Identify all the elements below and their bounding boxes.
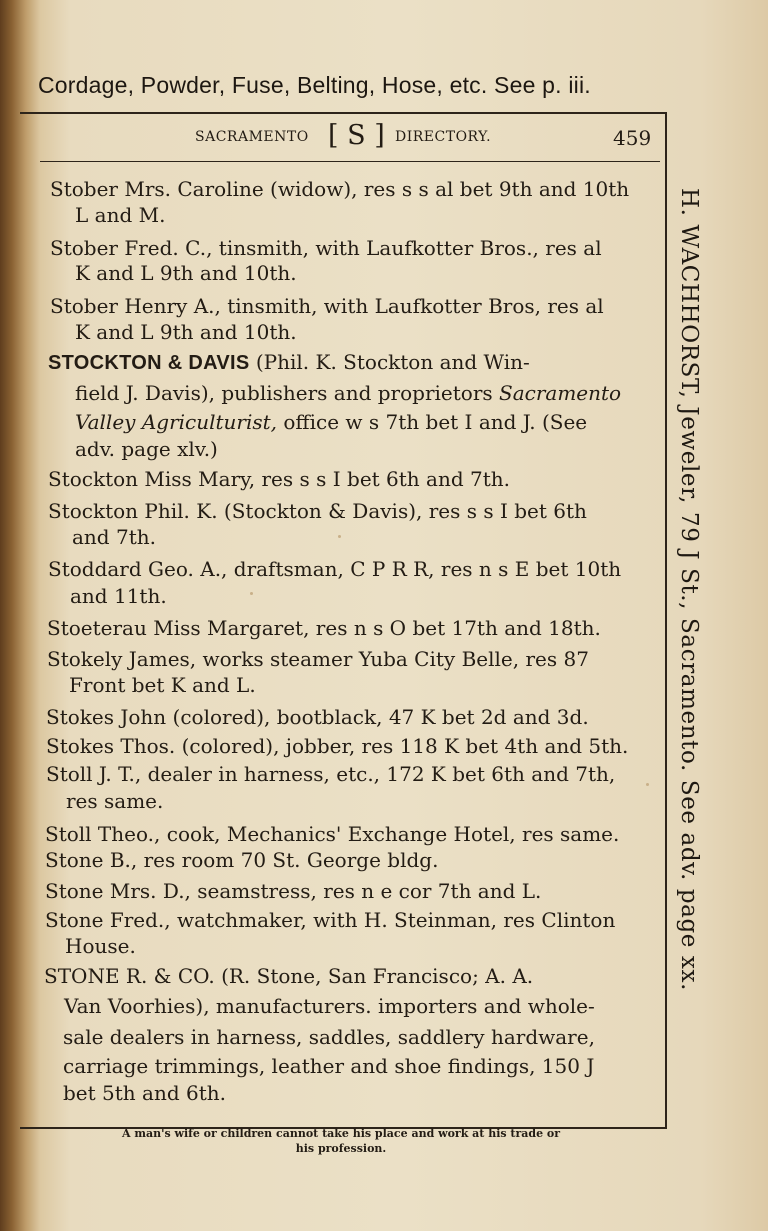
entry-line: Stober Henry A., tinsmith, with Laufkotter Bros, res al bbox=[50, 294, 604, 318]
entry-line: Stober Mrs. Caroline (widow), res s s al bet 9th and 10th bbox=[50, 177, 630, 201]
entry-line: Stokes John (colored), bootblack, 47 K bet 2d and 3d. bbox=[46, 705, 589, 729]
entry-line: Stoll Theo., cook, Mechanics' Exchange Hotel, res same. bbox=[45, 822, 620, 846]
entry-line: Stoddard Geo. A., draftsman, C P R R, res n s E bet 10th bbox=[48, 557, 622, 581]
header-city: SACRAMENTO bbox=[195, 129, 309, 145]
entry-line bbox=[75, 381, 621, 405]
paper-speck bbox=[250, 592, 253, 595]
header-rule bbox=[40, 161, 660, 162]
footer-motto bbox=[36, 1126, 646, 1156]
entry-line: Stoeterau Miss Margaret, res n s O bet 17th and 18th. bbox=[47, 616, 601, 640]
side-advertisement-text: H. WACHHORST, Jeweler, 79 J St., Sacramento. See adv. page xx. bbox=[676, 188, 702, 991]
entry-line: Stone Mrs. D., seamstress, res n e cor 7th and L. bbox=[45, 879, 542, 903]
header-letter: [ S ] bbox=[328, 120, 385, 151]
entry-text: (Phil. K. Stockton and Win- bbox=[249, 350, 530, 374]
entry-line: Stokely James, works steamer Yuba City Belle, res 87 bbox=[47, 647, 589, 671]
running-header bbox=[195, 120, 655, 156]
entry-line: Stone B., res room 70 St. George bldg. bbox=[45, 848, 439, 872]
firm-name: STOCKTON & DAVIS bbox=[48, 352, 250, 374]
entry-line: and 11th. bbox=[70, 584, 167, 608]
entry-line: carriage trimmings, leather and shoe findings, 150 J bbox=[63, 1054, 595, 1078]
entry-line: Stockton Phil. K. (Stockton & Davis), res s s I bet 6th bbox=[48, 499, 587, 523]
entry-line: K and L 9th and 10th. bbox=[75, 320, 297, 344]
entry-line: adv. page xlv.) bbox=[75, 437, 218, 461]
footer-line: his profession. bbox=[295, 1142, 387, 1155]
entry-line: House. bbox=[65, 934, 136, 958]
entry-line: Stober Fred. C., tinsmith, with Laufkotter Bros., res al bbox=[50, 236, 602, 260]
paper-speck bbox=[338, 535, 341, 538]
entry-text: field J. Davis), publishers and proprietors bbox=[75, 381, 500, 405]
entry-line: Front bet K and L. bbox=[69, 673, 256, 697]
entry-line: Stokes Thos. (colored), jobber, res 118 K bet 4th and 5th. bbox=[46, 734, 629, 758]
side-advertisement bbox=[668, 188, 708, 1058]
paper-speck bbox=[646, 783, 649, 786]
entry-line: sale dealers in harness, saddles, saddlery hardware, bbox=[63, 1025, 595, 1049]
entry-line: bet 5th and 6th. bbox=[63, 1081, 226, 1105]
publication-title: Sacramento bbox=[499, 381, 622, 405]
entry-line: Stone Fred., watchmaker, with H. Steinman, res Clinton bbox=[45, 908, 616, 932]
footer-line: A man's wife or children cannot take his place and work at his trade or bbox=[121, 1127, 561, 1140]
entry-line: STONE R. & CO. (R. Stone, San Francisco; A. A. bbox=[44, 964, 534, 988]
entry-line bbox=[48, 350, 530, 375]
entry-line: and 7th. bbox=[72, 525, 156, 549]
entry-line: L and M. bbox=[75, 203, 166, 227]
entry-line: Van Voorhies), manufacturers. importers and whole- bbox=[64, 994, 595, 1018]
entry-line bbox=[75, 410, 587, 434]
publication-title: Valley Agriculturist, bbox=[75, 410, 278, 434]
entry-text: office w s 7th bet I and J. (See bbox=[277, 410, 588, 434]
top-advertisement-banner: Cordage, Powder, Fuse, Belting, Hose, etc. See p. iii. bbox=[38, 72, 591, 98]
page-number: 459 bbox=[613, 126, 652, 150]
entry-line: Stoll J. T., dealer in harness, etc., 172 K bet 6th and 7th, bbox=[46, 762, 616, 786]
entry-line: res same. bbox=[66, 789, 164, 813]
header-directory: DIRECTORY. bbox=[395, 129, 492, 145]
entry-line: K and L 9th and 10th. bbox=[75, 261, 297, 285]
entry-line: Stockton Miss Mary, res s s I bet 6th and 7th. bbox=[48, 467, 511, 491]
